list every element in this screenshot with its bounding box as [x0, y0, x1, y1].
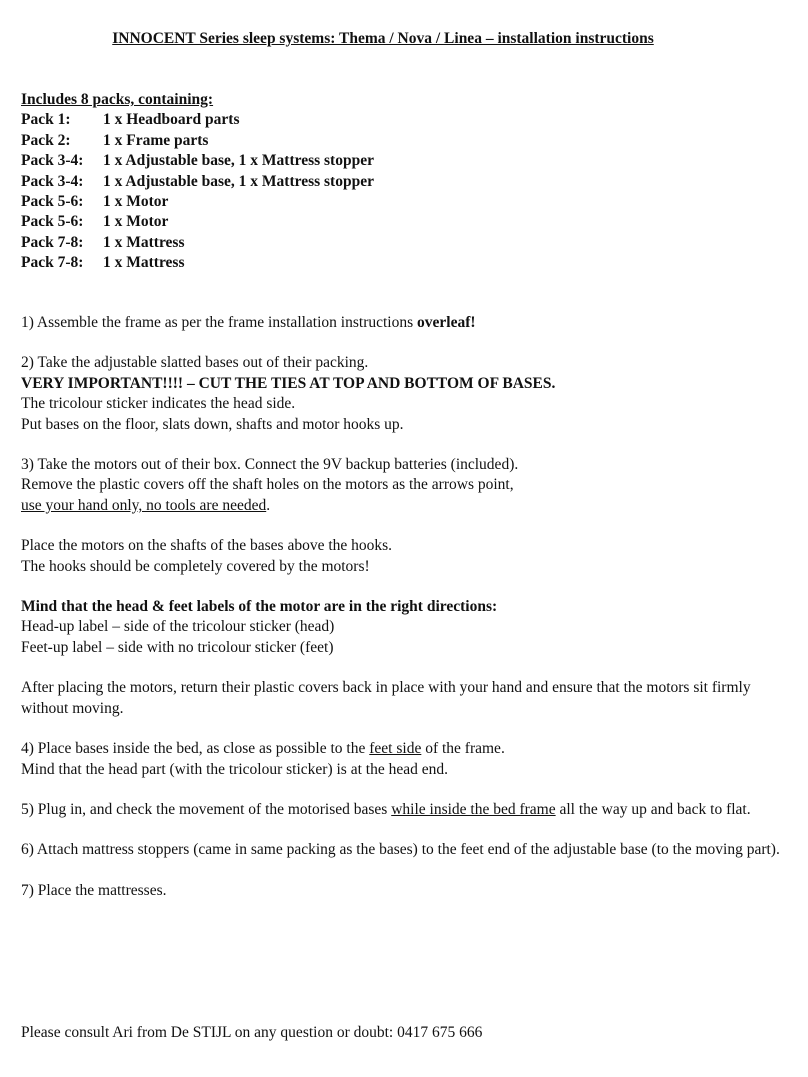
contact-footer: Please consult Ari from De STIJL on any question or doubt: 0417 675 666 [21, 1024, 483, 1041]
pack-content: 1 x Motor [103, 193, 169, 211]
pack-label: Pack 7-8: [21, 233, 84, 251]
installation-steps [21, 313, 793, 921]
step-3 [21, 455, 793, 516]
step-4-line-2: Mind that the head part (with the tricolour sticker) is at the head end. [21, 760, 448, 778]
step-2-line-1: 2) Take the adjustable slatted bases out of their packing. [21, 354, 369, 372]
step-3d-text: After placing the motors, return their plastic covers back in place with your hand and ensure that the motors sit firmly without moving. [21, 679, 751, 717]
pack-content: 1 x Frame parts [103, 131, 209, 149]
step-3c-line-2: Head-up label – side of the tricolour sticker (head) [21, 618, 335, 636]
pack-content: 1 x Adjustable base, 1 x Mattress stopper [103, 152, 374, 170]
pack-row [21, 151, 374, 171]
pack-label: Pack 3-4: [21, 152, 84, 170]
step-4 [21, 739, 793, 780]
document-title: INNOCENT Series sleep systems: Thema / Nova / Linea – installation instructions [112, 30, 654, 47]
pack-label: Pack 5-6: [21, 193, 84, 211]
pack-row [21, 110, 374, 130]
step-5 [21, 800, 793, 820]
step-3-line-1: 3) Take the motors out of their box. Connect the 9V backup batteries (included). [21, 456, 519, 474]
step-2-line-4: Put bases on the floor, slats down, shafts and motor hooks up. [21, 415, 404, 433]
step-7-text: 7) Place the mattresses. [21, 881, 167, 899]
step-4-underlined: feet side [369, 740, 422, 758]
pack-content: 1 x Mattress [103, 233, 185, 251]
step-3-underlined: use your hand only, no tools are needed [21, 496, 267, 514]
pack-row [21, 131, 374, 151]
step-5-text-b: all the way up and back to flat. [555, 800, 751, 818]
step-5-text-a: 5) Plug in, and check the movement of the motorised bases [21, 800, 392, 818]
packs-list [21, 90, 374, 274]
step-2-warning: VERY IMPORTANT!!!! – CUT THE TIES AT TOP AND BOTTOM OF BASES. [21, 374, 556, 392]
step-3-covers [21, 678, 793, 719]
step-7 [21, 881, 793, 901]
pack-content: 1 x Motor [103, 213, 169, 231]
step-3-placement [21, 536, 793, 577]
step-4-text-b: of the frame. [421, 740, 505, 758]
step-3-labels [21, 597, 793, 658]
pack-label: Pack 5-6: [21, 213, 84, 231]
packs-heading: Includes 8 packs, containing: [21, 91, 214, 108]
pack-label: Pack 7-8: [21, 254, 84, 272]
pack-row [21, 253, 374, 273]
step-3b-line-2: The hooks should be completely covered by the motors! [21, 557, 370, 575]
step-2 [21, 353, 793, 435]
step-3-period: . [266, 496, 271, 514]
pack-row [21, 192, 374, 212]
step-6-text: 6) Attach mattress stoppers (came in same packing as the bases) to the feet end of the adjustable base (to the moving part). [21, 841, 780, 859]
step-2-line-3: The tricolour sticker indicates the head side. [21, 395, 296, 413]
pack-content: 1 x Mattress [103, 254, 185, 272]
step-1 [21, 313, 793, 333]
step-5-underlined: while inside the bed frame [391, 800, 556, 818]
step-1-text: 1) Assemble the frame as per the frame installation instructions [21, 314, 417, 331]
step-3c-line-3: Feet-up label – side with no tricolour sticker (feet) [21, 638, 334, 656]
pack-row [21, 172, 374, 192]
step-3-line-2: Remove the plastic covers off the shaft holes on the motors as the arrows point, [21, 476, 514, 494]
pack-row [21, 233, 374, 253]
pack-content: 1 x Adjustable base, 1 x Mattress stopper [103, 172, 374, 190]
step-4-text-a: 4) Place bases inside the bed, as close as possible to the [21, 740, 370, 758]
pack-label: Pack 1: [21, 111, 71, 129]
step-3b-line-1: Place the motors on the shafts of the bases above the hooks. [21, 537, 393, 555]
pack-row [21, 212, 374, 232]
pack-content: 1 x Headboard parts [103, 111, 240, 129]
step-1-emphasis: overleaf! [417, 314, 476, 331]
pack-label: Pack 2: [21, 131, 71, 149]
step-3c-heading: Mind that the head & feet labels of the motor are in the right directions: [21, 598, 498, 616]
pack-label: Pack 3-4: [21, 172, 84, 190]
step-6 [21, 840, 793, 860]
